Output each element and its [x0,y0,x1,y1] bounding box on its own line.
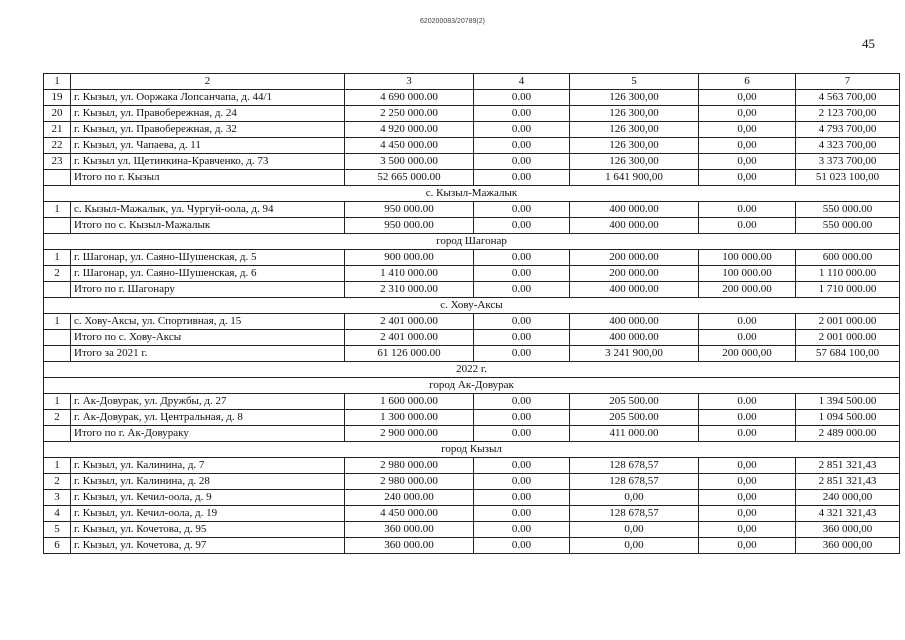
amount-col5-cell: 3 241 900,00 [570,346,699,362]
amount-col4-cell: 0.00 [474,538,570,554]
row-number-cell: 1 [44,314,71,330]
amount-col5-cell: 128 678,57 [570,458,699,474]
amount-col6-cell: 100 000.00 [699,266,796,282]
section-row [44,442,900,458]
address-cell: г. Ак-Довурак, ул. Центральная, д. 8 [71,410,345,426]
amount-col6-cell: 0,00 [699,170,796,186]
amount-col7-cell: 360 000,00 [796,538,900,554]
amount-col3-cell: 950 000.00 [345,218,474,234]
amount-col7-cell: 4 563 700,00 [796,90,900,106]
address-cell: г. Кызыл, ул. Кочетова, д. 95 [71,522,345,538]
row-number-cell: 2 [44,410,71,426]
amount-col7-cell: 51 023 100,00 [796,170,900,186]
amount-col6-cell: 0,00 [699,522,796,538]
amount-col3-cell: 2 250 000.00 [345,106,474,122]
row-number-cell [44,282,71,298]
row-number-cell [44,170,71,186]
amount-col4-cell: 0.00 [474,490,570,506]
table-row [44,202,900,218]
table-row [44,330,900,346]
amount-col4-cell: 0.00 [474,410,570,426]
amount-col4-cell: 0.00 [474,138,570,154]
address-cell: г. Ак-Довурак, ул. Дружбы, д. 27 [71,394,345,410]
amount-col6-cell: 0,00 [699,90,796,106]
amount-col5-cell: 0,00 [570,538,699,554]
table-row [44,218,900,234]
address-cell: г. Кызыл, ул. Калинина, д. 28 [71,474,345,490]
amount-col6-cell: 0,00 [699,138,796,154]
amount-col7-cell: 1 110 000.00 [796,266,900,282]
amount-col5-cell: 0,00 [570,490,699,506]
table-row [44,266,900,282]
page-number: 45 [862,36,875,51]
amount-col7-cell: 360 000,00 [796,522,900,538]
table-row [44,154,900,170]
amount-col6-cell: 200 000,00 [699,346,796,362]
row-number-cell [44,426,71,442]
amount-col6-cell: 0,00 [699,506,796,522]
row-number-cell [44,346,71,362]
address-cell: г. Кызыл ул. Щетинкина-Кравченко, д. 73 [71,154,345,170]
row-number-cell: 2 [44,474,71,490]
amount-col7-cell: 550 000.00 [796,202,900,218]
table-row [44,250,900,266]
row-number-cell: 4 [44,506,71,522]
amount-col7-cell: 2 001 000.00 [796,314,900,330]
amount-col5-cell: 200 000.00 [570,250,699,266]
amount-col7-cell: 1 710 000.00 [796,282,900,298]
amount-col3-cell: 4 690 000.00 [345,90,474,106]
row-number-cell: 5 [44,522,71,538]
table-row [44,458,900,474]
row-number-cell: 1 [44,202,71,218]
amount-col4-cell: 0.00 [474,426,570,442]
amount-col7-cell: 4 323 700,00 [796,138,900,154]
amount-col6-cell: 0.00 [699,426,796,442]
address-cell: г. Кызыл, ул. Кечил-оола, д. 9 [71,490,345,506]
amount-col3-cell: 360 000.00 [345,538,474,554]
header-cell: 1 [44,74,71,90]
amount-col6-cell: 100 000.00 [699,250,796,266]
row-number-cell: 23 [44,154,71,170]
amount-col3-cell: 1 600 000.00 [345,394,474,410]
section-title: город Кызыл [44,442,900,458]
amount-col6-cell: 200 000.00 [699,282,796,298]
amount-col4-cell: 0.00 [474,282,570,298]
amount-col6-cell: 0,00 [699,458,796,474]
amount-col4-cell: 0.00 [474,474,570,490]
amount-col4-cell: 0.00 [474,394,570,410]
address-cell: г. Кызыл, ул. Калинина, д. 7 [71,458,345,474]
section-title: город Шагонар [44,234,900,250]
row-number-cell: 21 [44,122,71,138]
table-row [44,314,900,330]
header-cell: 6 [699,74,796,90]
row-number-cell: 1 [44,250,71,266]
amount-col7-cell: 2 489 000.00 [796,426,900,442]
header-row [44,74,900,90]
amount-col4-cell: 0.00 [474,218,570,234]
table-row [44,106,900,122]
amount-col4-cell: 0.00 [474,106,570,122]
amount-col7-cell: 1 094 500.00 [796,410,900,426]
amount-col6-cell: 0,00 [699,490,796,506]
table-row [44,282,900,298]
amount-col7-cell: 2 851 321,43 [796,474,900,490]
address-cell: г. Кызыл, ул. Кочетова, д. 97 [71,538,345,554]
amount-col5-cell: 411 000.00 [570,426,699,442]
amount-col4-cell: 0.00 [474,506,570,522]
table-row [44,474,900,490]
amount-col5-cell: 126 300,00 [570,122,699,138]
amount-col3-cell: 3 500 000.00 [345,154,474,170]
row-number-cell: 1 [44,458,71,474]
table-row [44,490,900,506]
amount-col3-cell: 1 410 000.00 [345,266,474,282]
amount-col6-cell: 0,00 [699,474,796,490]
table-row [44,90,900,106]
amount-col5-cell: 126 300,00 [570,106,699,122]
amount-col3-cell: 61 126 000.00 [345,346,474,362]
section-row [44,362,900,378]
amount-col7-cell: 2 001 000.00 [796,330,900,346]
amount-col5-cell: 205 500.00 [570,410,699,426]
row-number-cell: 22 [44,138,71,154]
amount-col3-cell: 1 300 000.00 [345,410,474,426]
row-number-cell: 6 [44,538,71,554]
amount-col5-cell: 400 000.00 [570,218,699,234]
amount-col4-cell: 0.00 [474,90,570,106]
section-row [44,298,900,314]
section-title: с. Кызыл-Мажалык [44,186,900,202]
table-row [44,346,900,362]
address-cell: г. Кызыл, ул. Кечил-оола, д. 19 [71,506,345,522]
amount-col3-cell: 240 000.00 [345,490,474,506]
amount-col6-cell: 0.00 [699,410,796,426]
section-row [44,186,900,202]
address-cell: г. Шагонар, ул. Саяно-Шушенская, д. 5 [71,250,345,266]
amount-col7-cell: 4 321 321,43 [796,506,900,522]
amount-col7-cell: 600 000.00 [796,250,900,266]
amount-col5-cell: 400 000.00 [570,314,699,330]
table-row [44,506,900,522]
address-cell: Итого по г. Шагонару [71,282,345,298]
amount-col7-cell: 3 373 700,00 [796,154,900,170]
header-cell: 7 [796,74,900,90]
address-cell: Итого по с. Хову-Аксы [71,330,345,346]
amount-col4-cell: 0.00 [474,170,570,186]
table-row [44,538,900,554]
amount-col4-cell: 0.00 [474,522,570,538]
amount-col7-cell: 57 684 100,00 [796,346,900,362]
amount-col5-cell: 1 641 900,00 [570,170,699,186]
amount-col3-cell: 950 000.00 [345,202,474,218]
address-cell: Итого по с. Кызыл-Мажалык [71,218,345,234]
amount-col6-cell: 0.00 [699,218,796,234]
table-row [44,410,900,426]
amount-col6-cell: 0.00 [699,314,796,330]
amount-col3-cell: 2 401 000.00 [345,330,474,346]
budget-table [43,73,900,554]
header-cell: 2 [71,74,345,90]
amount-col7-cell: 550 000.00 [796,218,900,234]
table-row [44,426,900,442]
amount-col6-cell: 0,00 [699,154,796,170]
amount-col4-cell: 0.00 [474,314,570,330]
amount-col3-cell: 900 000.00 [345,250,474,266]
amount-col7-cell: 2 851 321,43 [796,458,900,474]
amount-col3-cell: 4 450 000.00 [345,506,474,522]
header-cell: 3 [345,74,474,90]
address-cell: Итого по г. Кызыл [71,170,345,186]
amount-col7-cell: 4 793 700,00 [796,122,900,138]
amount-col5-cell: 126 300,00 [570,138,699,154]
row-number-cell [44,218,71,234]
amount-col7-cell: 1 394 500.00 [796,394,900,410]
amount-col4-cell: 0.00 [474,346,570,362]
amount-col5-cell: 128 678,57 [570,474,699,490]
section-title: 2022 г. [44,362,900,378]
amount-col5-cell: 200 000.00 [570,266,699,282]
row-number-cell: 3 [44,490,71,506]
amount-col5-cell: 128 678,57 [570,506,699,522]
amount-col3-cell: 2 980 000.00 [345,458,474,474]
amount-col6-cell: 0,00 [699,106,796,122]
table-row [44,138,900,154]
amount-col6-cell: 0.00 [699,330,796,346]
amount-col7-cell: 2 123 700,00 [796,106,900,122]
row-number-cell [44,330,71,346]
table-row [44,522,900,538]
row-number-cell: 2 [44,266,71,282]
amount-col4-cell: 0.00 [474,458,570,474]
amount-col4-cell: 0.00 [474,154,570,170]
amount-col5-cell: 126 300,00 [570,154,699,170]
amount-col5-cell: 400 000.00 [570,202,699,218]
address-cell: с. Хову-Аксы, ул. Спортивная, д. 15 [71,314,345,330]
amount-col4-cell: 0.00 [474,266,570,282]
amount-col6-cell: 0,00 [699,122,796,138]
amount-col3-cell: 2 310 000.00 [345,282,474,298]
address-cell: Итого за 2021 г. [71,346,345,362]
document-id: 620200083/20789(2) [419,18,485,25]
amount-col5-cell: 400 000.00 [570,282,699,298]
address-cell: Итого по г. Ак-Довураку [71,426,345,442]
row-number-cell: 1 [44,394,71,410]
address-cell: г. Кызыл, ул. Правобережная, д. 32 [71,122,345,138]
amount-col3-cell: 360 000.00 [345,522,474,538]
amount-col5-cell: 0,00 [570,522,699,538]
amount-col3-cell: 2 900 000.00 [345,426,474,442]
address-cell: г. Кызыл, ул. Чапаева, д. 11 [71,138,345,154]
header-cell: 5 [570,74,699,90]
section-row [44,378,900,394]
table-row [44,170,900,186]
address-cell: г. Кызыл, ул. Ооржака Лопсанчапа, д. 44/1 [71,90,345,106]
amount-col3-cell: 4 920 000.00 [345,122,474,138]
amount-col7-cell: 240 000,00 [796,490,900,506]
amount-col3-cell: 52 665 000.00 [345,170,474,186]
row-number-cell: 19 [44,90,71,106]
amount-col6-cell: 0.00 [699,394,796,410]
address-cell: г. Шагонар, ул. Саяно-Шушенская, д. 6 [71,266,345,282]
section-title: город Ак-Довурак [44,378,900,394]
amount-col4-cell: 0.00 [474,330,570,346]
amount-col3-cell: 2 401 000.00 [345,314,474,330]
amount-col6-cell: 0.00 [699,202,796,218]
table-row [44,122,900,138]
amount-col3-cell: 2 980 000.00 [345,474,474,490]
amount-col5-cell: 205 500.00 [570,394,699,410]
address-cell: с. Кызыл-Мажалык, ул. Чургуй-оола, д. 94 [71,202,345,218]
amount-col4-cell: 0.00 [474,202,570,218]
amount-col4-cell: 0.00 [474,250,570,266]
amount-col4-cell: 0.00 [474,122,570,138]
table-body [44,74,900,554]
amount-col5-cell: 126 300,00 [570,90,699,106]
section-row [44,234,900,250]
amount-col5-cell: 400 000.00 [570,330,699,346]
row-number-cell: 20 [44,106,71,122]
address-cell: г. Кызыл, ул. Правобережная, д. 24 [71,106,345,122]
section-title: с. Хову-Аксы [44,298,900,314]
amount-col3-cell: 4 450 000.00 [345,138,474,154]
header-cell: 4 [474,74,570,90]
amount-col6-cell: 0,00 [699,538,796,554]
table-row [44,394,900,410]
